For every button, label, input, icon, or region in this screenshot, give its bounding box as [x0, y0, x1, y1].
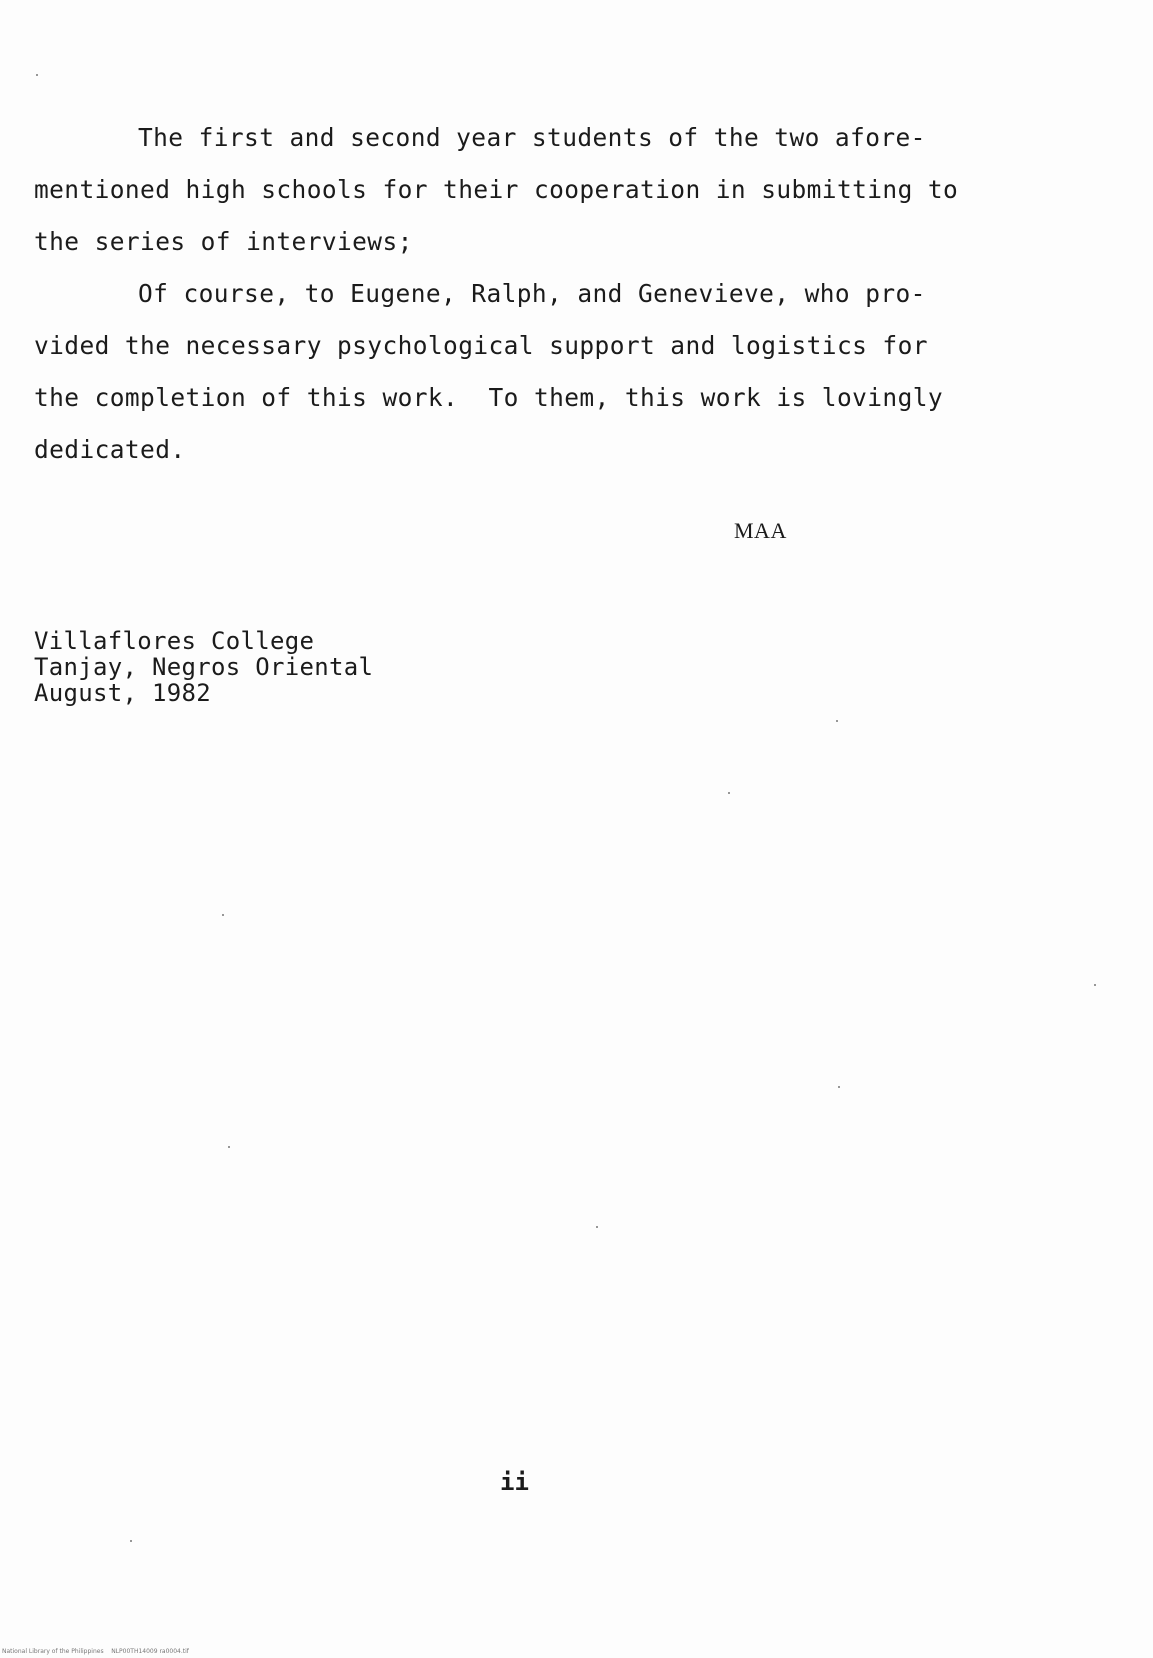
scan-speck	[836, 720, 838, 722]
scan-speck	[36, 74, 38, 76]
paragraph-line: vided the necessary psychological support and logistics for	[34, 331, 928, 360]
acknowledgment-paragraph-2	[34, 268, 1024, 476]
paragraph-line: The first and second year students of the two afore-	[138, 123, 926, 152]
document-date: August, 1982	[34, 679, 211, 707]
scan-speck	[130, 1540, 132, 1542]
paragraph-line: Of course, to Eugene, Ralph, and Genevieve, who pro-	[138, 279, 926, 308]
paragraph-line: dedicated.	[34, 435, 186, 464]
scan-footer-stamp: National Library of the Philippines NLP00TH14009 ra0004.tif	[2, 1648, 189, 1655]
author-initials: MAA	[734, 518, 787, 543]
acknowledgment-paragraph-1	[34, 112, 1024, 268]
institution-location: Tanjay, Negros Oriental	[34, 653, 374, 681]
institution-name: Villaflores College	[34, 627, 315, 655]
scan-speck	[1094, 984, 1096, 986]
scan-speck	[596, 1226, 598, 1228]
paragraph-line: the completion of this work. To them, this work is lovingly	[34, 383, 944, 412]
scan-speck	[222, 914, 224, 916]
address-block	[34, 628, 373, 706]
paragraph-line: mentioned high schools for their cooperation in submitting to	[34, 175, 959, 204]
scan-speck	[228, 1146, 230, 1148]
scan-speck	[728, 792, 730, 794]
page-number: ii	[500, 1468, 529, 1496]
scan-speck	[838, 1086, 840, 1088]
paragraph-line: the series of interviews;	[34, 227, 413, 256]
